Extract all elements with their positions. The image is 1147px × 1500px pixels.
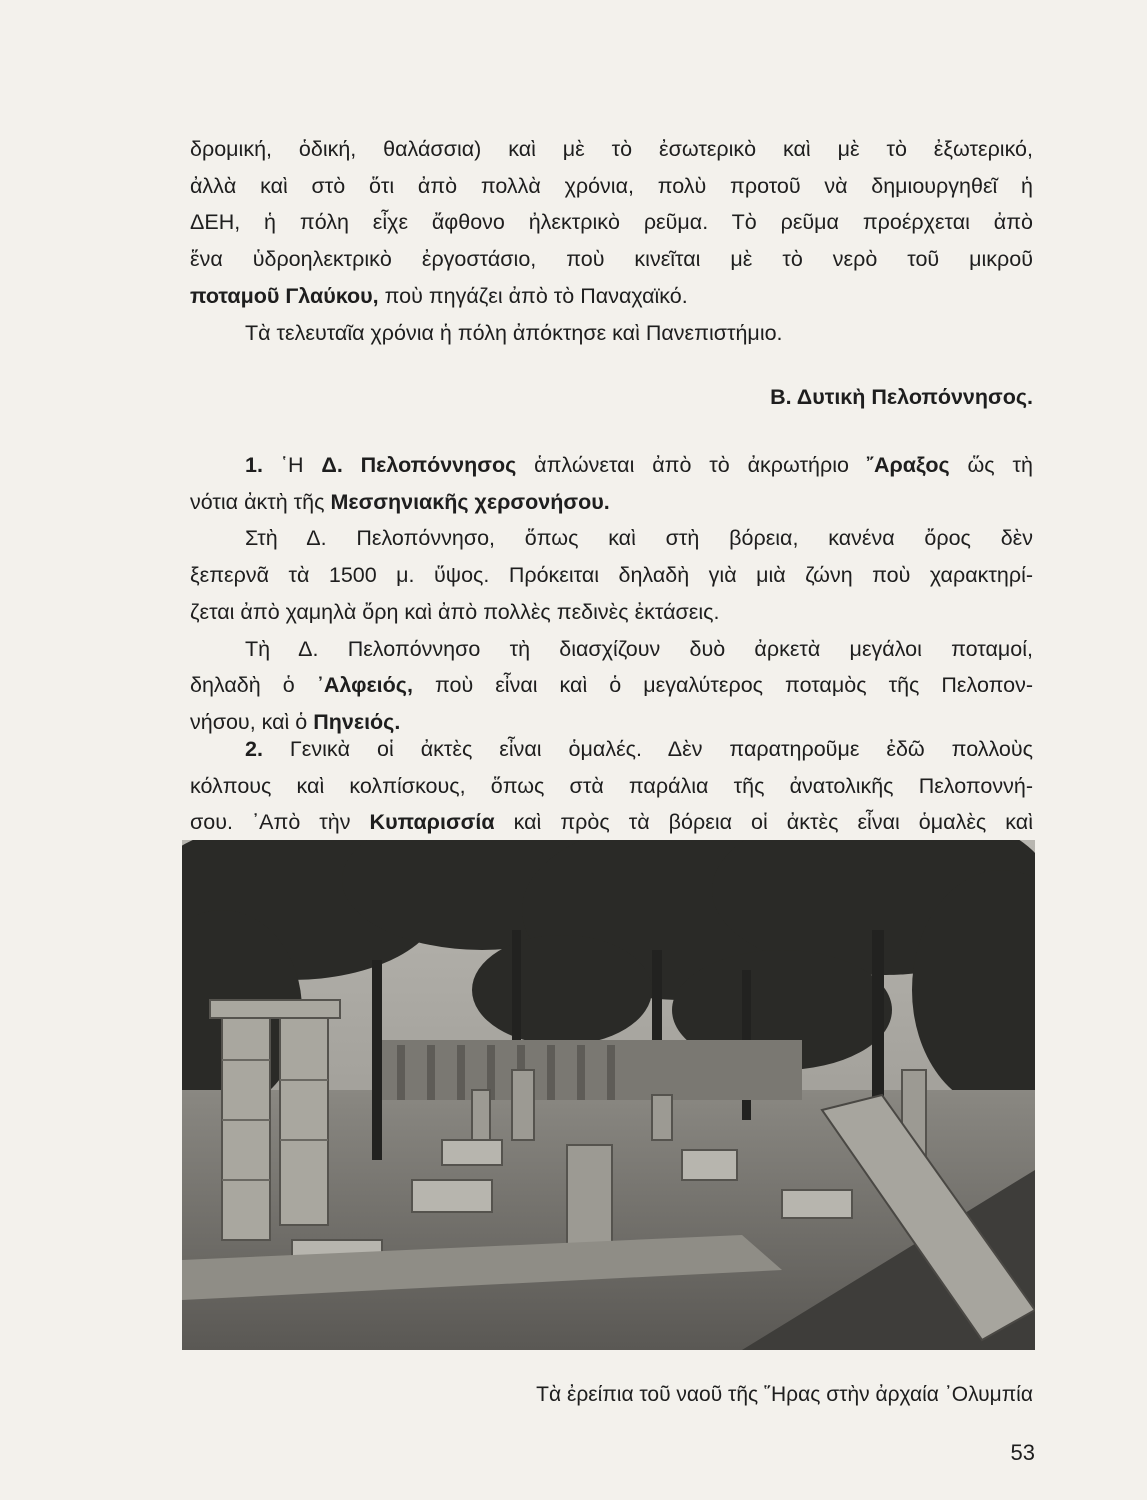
- text-line: ΔΕΗ, ἡ πόλη εἶχε ἄφθονο ἠλεκτρικὸ ρεῦμα. Τὸ ρεῦμα προέρχεται ἀπὸ: [190, 210, 1033, 235]
- section-1: [190, 447, 1033, 741]
- text-line: δηλαδὴ ὁ ᾿Αλφειός, ποὺ εἶναι καὶ ὁ μεγαλύτερος ποταμὸς τῆς Πελοπον-: [190, 673, 1033, 698]
- section-heading: Β. Δυτικὴ Πελοπόννησος.: [770, 385, 1033, 409]
- text-line: κόλπους καὶ κολπίσκους, ὅπως στὰ παράλια τῆς ἀνατολικῆς Πελοποννή-: [190, 773, 1033, 798]
- bold-term: ᾿Αλφειός,: [316, 673, 413, 698]
- text-line: Τὴ Δ. Πελοπόννησο τὴ διασχίζουν δυὸ ἀρκετὰ μεγάλοι ποταμοί,: [245, 636, 1033, 661]
- page-number: 53: [1010, 1440, 1035, 1465]
- text-line: Στὴ Δ. Πελοπόννησο, ὅπως καὶ στὴ βόρεια, κανένα ὄρος δὲν: [245, 526, 1033, 551]
- bold-term: Μεσσηνιακῆς χερσονήσου.: [330, 489, 610, 514]
- paragraph-1: [190, 131, 1033, 351]
- bold-term: Δ. Πελοπόννησος: [321, 453, 517, 477]
- text-line: νήσου, καὶ ὁ Πηνειός.: [190, 709, 401, 734]
- text-line: νότια ἀκτὴ τῆς Μεσσηνιακῆς χερσονήσου.: [190, 489, 610, 514]
- photo-caption: Τὰ ἐρείπια τοῦ ναοῦ τῆς ῞Ηρας στὴν ἀρχαία ᾿Ολυμπία: [536, 1383, 1033, 1406]
- text-line: ζεται ἀπὸ χαμηλὰ ὄρη καὶ ἀπὸ πολλὲς πεδινὲς ἐκτάσεις.: [190, 599, 720, 624]
- bold-term: Πηνειός.: [313, 709, 401, 734]
- text-line: 1. ῾Η Δ. Πελοπόννησος ἁπλώνεται ἀπὸ τὸ ἀκρωτήριο ῎Αραξος ὥς τὴ: [245, 453, 1033, 477]
- text-line: σου. ᾿Απὸ τὴν Κυπαρισσία καὶ πρὸς τὰ βόρεια οἱ ἀκτὲς εἶναι ὁμαλὲς καὶ: [190, 810, 1033, 835]
- bold-term: ποταμοῦ Γλαύκου,: [190, 283, 379, 308]
- section-2: [190, 731, 1033, 841]
- text-line: ποταμοῦ Γλαύκου, ποὺ πηγάζει ἀπὸ τὸ Παναχαϊκό.: [190, 283, 688, 308]
- text-line: ξεπερνᾶ τὰ 1500 μ. ὕψος. Πρόκειται δηλαδὴ γιὰ μιὰ ζώνη ποὺ χαρακτηρί-: [190, 563, 1033, 588]
- text-line: 2. Γενικὰ οἱ ἀκτὲς εἶναι ὁμαλές. Δὲν παρατηροῦμε ἐδῶ πολλοὺς: [245, 737, 1033, 761]
- paragraph-2: Τὰ τελευταῖα χρόνια ἡ πόλη ἀπόκτησε καὶ Πανεπιστήμιο.: [245, 320, 783, 345]
- bold-term: ῎Αραξος: [866, 453, 950, 477]
- text-line: ἀλλὰ καὶ στὸ ὅτι ἀπὸ πολλὰ χρόνια, πολὺ προτοῦ νὰ δημιουργηθεῖ ἡ: [190, 173, 1033, 198]
- text-line: δρομική, ὁδική, θαλάσσια) καὶ μὲ τὸ ἐσωτερικὸ καὶ μὲ τὸ ἐξωτερικό,: [190, 137, 1033, 161]
- bold-term: Κυπαρισσία: [369, 810, 495, 835]
- ruins-illustration: [182, 840, 1035, 1350]
- photo-temple-of-hera-ruins: [182, 840, 1035, 1350]
- text-line: ἕνα ὑδροηλεκτρικὸ ἐργοστάσιο, ποὺ κινεῖται μὲ τὸ νερὸ τοῦ μικροῦ: [190, 247, 1033, 272]
